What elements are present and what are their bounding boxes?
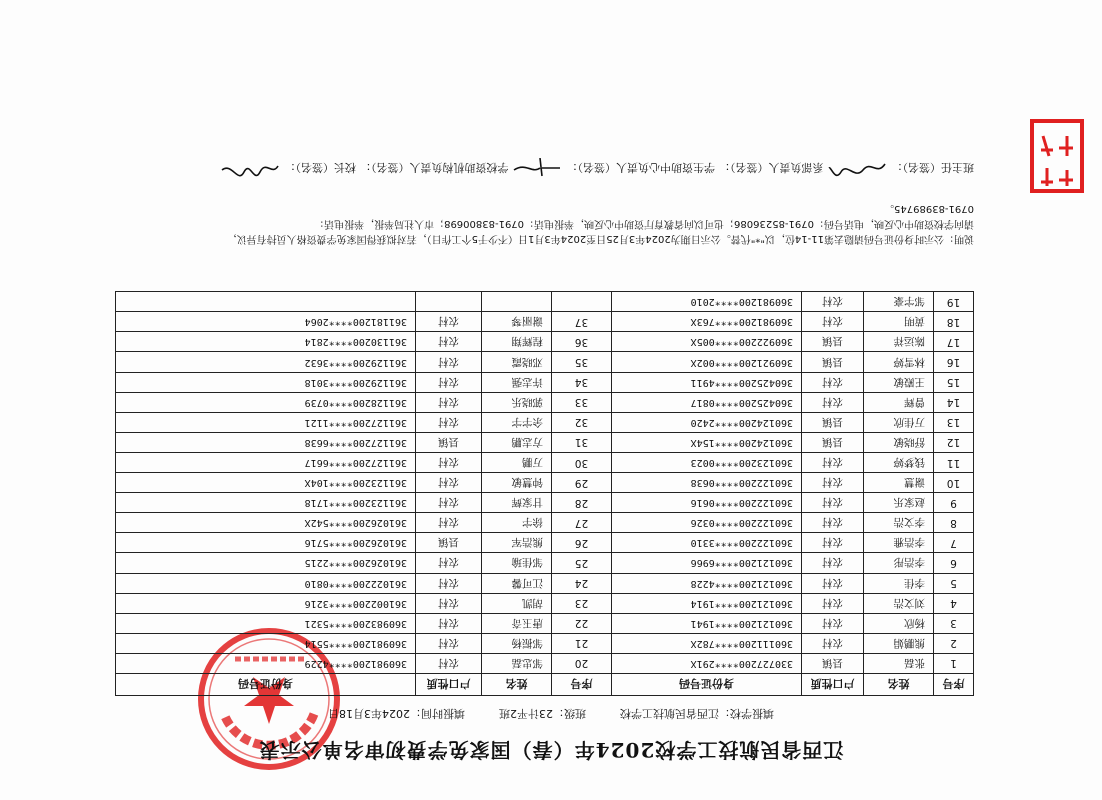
table-cell: 32 <box>552 412 612 432</box>
table-cell: 谢丽琴 <box>482 312 552 332</box>
table-row <box>116 493 974 513</box>
table-cell: 361022200****0810 <box>116 573 416 593</box>
table-cell: 许志强 <box>482 372 552 392</box>
table-row <box>116 653 974 673</box>
table-cell: 21 <box>552 633 612 653</box>
table-cell: 黄明 <box>864 312 934 332</box>
table-cell: 1 <box>934 653 974 673</box>
table-cell: 农村 <box>802 593 864 613</box>
square-seal <box>1029 118 1085 194</box>
table-cell: 县镇 <box>802 332 864 352</box>
sign-label: 学生资助中心负责人（签名）： <box>566 161 715 174</box>
table-cell: 29 <box>552 473 612 493</box>
table-cell: 农村 <box>416 392 482 412</box>
table-cell: 农村 <box>416 653 482 673</box>
table-cell: 361127200****6638 <box>116 432 416 452</box>
col-header: 姓名 <box>482 674 552 696</box>
table-cell: 360921200****002X <box>612 352 802 372</box>
meta-school: 填报学校：江西省民航技工学校 <box>620 707 774 720</box>
table-row <box>116 513 974 533</box>
table-cell: 24 <box>552 573 612 593</box>
table-cell: 361123200****104X <box>116 473 416 493</box>
sign-label: 学校资助机构负责人（签名）： <box>360 161 509 174</box>
table-cell: 5 <box>934 573 974 593</box>
table-cell: 17 <box>934 332 974 352</box>
note-line: 请向学校资助中心反映，电话号码：0791-85236086；也可以向省教育厅资助中心反映，举报电话：0791-83800698；市人社局举报，举报电话： <box>314 218 974 229</box>
table-cell: 熊浩军 <box>482 533 552 553</box>
table-cell: 农村 <box>802 573 864 593</box>
table-row <box>116 633 974 653</box>
table-cell: 农村 <box>416 452 482 472</box>
table-cell <box>416 292 482 312</box>
table-cell: 李浩雅 <box>864 533 934 553</box>
table-cell: 16 <box>934 352 974 372</box>
handwritten-signature <box>513 158 563 178</box>
table-cell: 舒晓敏 <box>864 432 934 452</box>
table-cell: 22 <box>552 613 612 633</box>
table-cell: 农村 <box>802 553 864 573</box>
table-cell: 361002200****3216 <box>116 593 416 613</box>
table-row <box>116 452 974 472</box>
sign-label: 班主任（签名）： <box>891 161 974 174</box>
table-cell: 361130200****2814 <box>116 332 416 352</box>
table-cell: 唐玉奇 <box>482 613 552 633</box>
table-cell: 江可馨 <box>482 573 552 593</box>
table-cell: 农村 <box>802 533 864 553</box>
table-row <box>116 352 974 372</box>
table-cell: 360122200****0616 <box>612 493 802 513</box>
table-cell: 农村 <box>802 292 864 312</box>
table-row <box>116 392 974 412</box>
table-cell: 李文浩 <box>864 513 934 533</box>
note-block <box>116 201 974 246</box>
table-cell: 农村 <box>416 593 482 613</box>
table-row <box>116 432 974 452</box>
table-cell: 360981200****763X <box>612 312 802 332</box>
table-cell: 林雪婷 <box>864 352 934 372</box>
table-cell: 张磊 <box>864 653 934 673</box>
table-cell: 26 <box>552 533 612 553</box>
table-cell: 县镇 <box>416 432 482 452</box>
table-cell: 361026200****2215 <box>116 553 416 573</box>
table-cell: 程辉翔 <box>482 332 552 352</box>
table-cell: 360122200****0638 <box>612 473 802 493</box>
table-cell: 3 <box>934 613 974 633</box>
table-cell: 邹忠磊 <box>482 653 552 673</box>
table-cell: 农村 <box>802 493 864 513</box>
table-cell: 360122200****3310 <box>612 533 802 553</box>
applicant-table <box>115 291 974 696</box>
table-cell: 33 <box>552 392 612 412</box>
table-cell <box>482 292 552 312</box>
table-cell: 农村 <box>416 633 482 653</box>
table-cell: 11 <box>934 452 974 472</box>
table-body <box>116 292 974 674</box>
table-cell: 徐宇 <box>482 513 552 533</box>
table-cell: 330727200****291X <box>612 653 802 673</box>
table-cell: 万佳欣 <box>864 412 934 432</box>
table-cell: 农村 <box>416 473 482 493</box>
table-cell: 谢慧 <box>864 473 934 493</box>
table-cell: 农村 <box>802 452 864 472</box>
col-header: 身份证号码 <box>116 674 416 696</box>
table-cell: 甘家辉 <box>482 493 552 513</box>
meta-date: 填报时间：2024年3月18日 <box>328 707 465 720</box>
table-cell: 熊鹏娟 <box>864 633 934 653</box>
table-cell: 8 <box>934 513 974 533</box>
col-header: 姓名 <box>864 674 934 696</box>
sign-label: 校长（签名）： <box>284 161 356 174</box>
table-cell: 361129200****3018 <box>116 372 416 392</box>
table-cell: 万鹏 <box>482 452 552 472</box>
table-row <box>116 292 974 312</box>
table-cell: 36 <box>552 332 612 352</box>
table-cell: 19 <box>934 292 974 312</box>
table-cell: 360121200****1914 <box>612 593 802 613</box>
table-cell: 县镇 <box>802 653 864 673</box>
table-cell: 18 <box>934 312 974 332</box>
table-row <box>116 332 974 352</box>
col-header: 序号 <box>552 674 612 696</box>
note-line: 0791-83989745。 <box>884 203 974 214</box>
table-cell: 农村 <box>416 312 482 332</box>
table-cell: 30 <box>552 452 612 472</box>
table-cell: 361128200****0739 <box>116 392 416 412</box>
meta-row <box>18 706 1084 722</box>
table-cell: 27 <box>552 513 612 533</box>
table-cell: 农村 <box>416 553 482 573</box>
table-cell: 360111200****782X <box>612 633 802 653</box>
table-cell: 邹宇豪 <box>864 292 934 312</box>
handwritten-signature <box>828 158 888 178</box>
table-cell: 农村 <box>416 352 482 372</box>
table-cell: 361026200****5716 <box>116 533 416 553</box>
table-cell: 14 <box>934 392 974 412</box>
table-cell: 15 <box>934 372 974 392</box>
table-cell: 李浩彤 <box>864 553 934 573</box>
table-cell: 郭晓乐 <box>482 392 552 412</box>
table-cell: 361123200****1718 <box>116 493 416 513</box>
table-cell: 37 <box>552 312 612 332</box>
table-cell: 农村 <box>802 473 864 493</box>
table-cell: 曾辉 <box>864 392 934 412</box>
col-header: 户口性质 <box>802 674 864 696</box>
table-row <box>116 412 974 432</box>
table-cell: 7 <box>934 533 974 553</box>
table-cell: 邓晓霞 <box>482 352 552 372</box>
table-cell: 23 <box>552 593 612 613</box>
table-cell: 25 <box>552 553 612 573</box>
table-cell: 赵家乐 <box>864 493 934 513</box>
table-cell: 360425200****4911 <box>612 372 802 392</box>
table-cell: 陈运祥 <box>864 332 934 352</box>
table-cell: 34 <box>552 372 612 392</box>
table-row <box>116 593 974 613</box>
table-cell <box>116 292 416 312</box>
table-cell: 县镇 <box>802 352 864 372</box>
table-cell: 钱梦婷 <box>864 452 934 472</box>
table-row <box>116 533 974 553</box>
meta-class: 班级：23计平2班 <box>499 707 586 720</box>
rotated-sheet <box>18 26 1084 774</box>
table-cell: 360124200****2420 <box>612 412 802 432</box>
table-cell: 钟慧敏 <box>482 473 552 493</box>
table-cell: 农村 <box>416 372 482 392</box>
table-cell: 4 <box>934 593 974 613</box>
table-cell: 邹振杨 <box>482 633 552 653</box>
table-cell: 方志鹏 <box>482 432 552 452</box>
table-cell: 360981200****2010 <box>612 292 802 312</box>
table-cell: 360922200****005X <box>612 332 802 352</box>
table-cell: 邹佳瑜 <box>482 553 552 573</box>
table-cell: 刘文浩 <box>864 593 934 613</box>
table-cell: 31 <box>552 432 612 452</box>
table-row <box>116 553 974 573</box>
table-cell: 农村 <box>416 332 482 352</box>
col-header: 身份证号码 <box>612 674 802 696</box>
table-cell <box>552 292 612 312</box>
table-cell: 农村 <box>802 392 864 412</box>
handwritten-signature <box>221 158 281 178</box>
table-cell: 360121200****6966 <box>612 553 802 573</box>
table-cell: 360121200****4228 <box>612 573 802 593</box>
table-cell: 361127200****6617 <box>116 452 416 472</box>
table-cell: 王殿敏 <box>864 372 934 392</box>
table-cell: 农村 <box>416 513 482 533</box>
table-cell: 农村 <box>802 513 864 533</box>
table-cell: 360983200****5321 <box>116 613 416 633</box>
table-cell: 县镇 <box>802 412 864 432</box>
table-cell: 农村 <box>416 493 482 513</box>
table-cell: 农村 <box>416 412 482 432</box>
table-cell: 35 <box>552 352 612 372</box>
table-cell: 2 <box>934 633 974 653</box>
table-row <box>116 372 974 392</box>
col-header: 序号 <box>934 674 974 696</box>
table-cell: 360981200****5514 <box>116 633 416 653</box>
table-cell: 360123200****0023 <box>612 452 802 472</box>
table-cell: 杨欣 <box>864 613 934 633</box>
table-cell: 28 <box>552 493 612 513</box>
table-cell: 农村 <box>416 573 482 593</box>
table-cell: 360122200****0326 <box>612 513 802 533</box>
note-line: 说明：公示时身份证号码请隐去第11-14位，以"*"代替。公示日期为2024年3月25日至2024年3月1日（不少于5个工作日），若对拟获得国家免学费资格人员持有异议， <box>226 233 974 244</box>
table-row <box>116 613 974 633</box>
table-cell: 李佳 <box>864 573 934 593</box>
table-cell: 13 <box>934 412 974 432</box>
signature-row <box>116 158 974 178</box>
table-row <box>116 573 974 593</box>
table-cell: 360124200****154X <box>612 432 802 452</box>
table-cell: 农村 <box>802 633 864 653</box>
table-cell: 12 <box>934 432 974 452</box>
table-cell: 余宇宇 <box>482 412 552 432</box>
table-cell: 胡凯 <box>482 593 552 613</box>
table-row <box>116 473 974 493</box>
table-cell: 20 <box>552 653 612 673</box>
table-cell: 县镇 <box>802 432 864 452</box>
table-cell: 361181200****2064 <box>116 312 416 332</box>
table-cell: 农村 <box>416 613 482 633</box>
table-row <box>116 312 974 332</box>
table-cell: 农村 <box>802 312 864 332</box>
table-cell: 6 <box>934 553 974 573</box>
table-header-row <box>116 674 974 696</box>
table-cell: 农村 <box>802 372 864 392</box>
table-cell: 361026200****542X <box>116 513 416 533</box>
table-cell: 361127200****1121 <box>116 412 416 432</box>
table-cell: 360425200****0817 <box>612 392 802 412</box>
document-title: 江西省民航技工学校2024年（春）国家免学费初审名单公示表 <box>258 738 844 762</box>
col-header: 户口性质 <box>416 674 482 696</box>
table-cell: 县镇 <box>416 533 482 553</box>
table-cell: 9 <box>934 493 974 513</box>
table-cell: 10 <box>934 473 974 493</box>
table-cell: 361129200****3632 <box>116 352 416 372</box>
table-cell: 360981200****4229 <box>116 653 416 673</box>
sign-label: 系部负责人（签名）： <box>719 161 824 174</box>
table-cell: 360121200****1941 <box>612 613 802 633</box>
table-cell: 农村 <box>802 613 864 633</box>
